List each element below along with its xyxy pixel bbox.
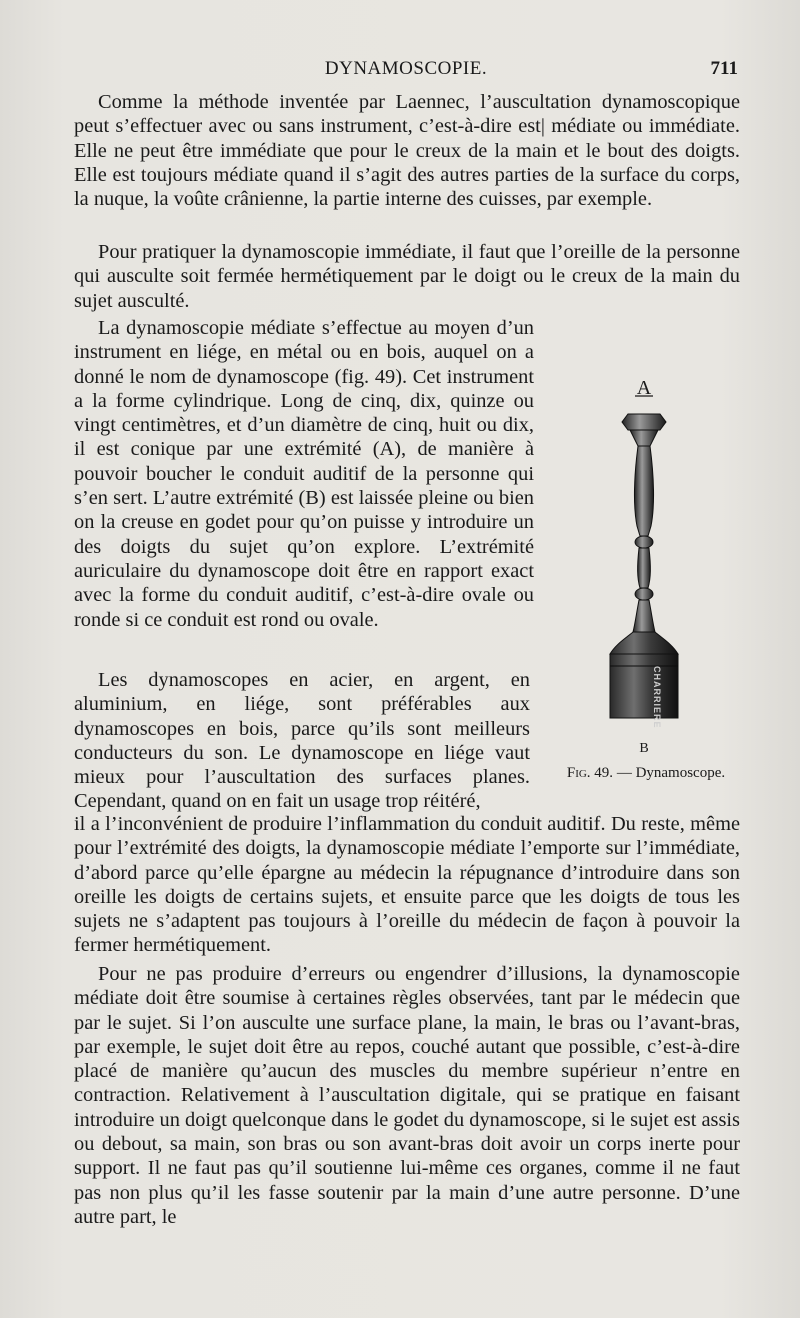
middle-stem bbox=[638, 548, 651, 588]
running-head bbox=[74, 58, 738, 84]
dynamoscope-illustration bbox=[548, 366, 744, 786]
paragraph-4-part2: il a l’inconvénient de produire l’inflammation du conduit auditif. Du reste, même pour l’extrémité des doigts, la dynamoscopie médiate l’emporte sur l’immédiate, d’abord parce qu’elle épargne au médecin la répugnance d’introduire dans son oreille les doigts de certains sujets, et ensuite parce que les doigts de tous les sujets ne s’adaptent pas toujours à l’oreille du médecin de façon à pouvoir la fermer hermétiquement. bbox=[74, 813, 740, 957]
figure-49 bbox=[548, 366, 744, 786]
page-number: 711 bbox=[710, 58, 738, 79]
paragraph-5: Pour ne pas produire d’erreurs ou engendrer d’illusions, la dynamoscopie médiate doit être soumise à certaines règles observées, tant par le médecin que par le sujet. Si l’on ausculte une surface plane, la main, le bras ou l’avant-bras, par exemple, le sujet doit être au repos, couché autant que possible, c’est-à-dire placé de manière qu’aucun des muscles du membre supérieur n’entre en contraction. Relativement à l’auscultation digitale, qui se pratique en faisant introduire un doigt quelconque dans le godet du dynamoscope, si le sujet est assis ou debout, sa main, son bras ou son avant-bras doit avoir un corps inerte pour support. Il ne faut pas qu’il soutienne lui-même ces organes, comme il ne faut pas non plus qu’il les fasse soutenir par la main d’une autre personne. D’une autre part, le bbox=[74, 963, 740, 1228]
paragraph-1: Comme la méthode inventée par Laennec, l’auscultation dynamoscopique peut s’effectuer avec ou sans instrument, c’est-à-dire est| médiate ou immédiate. Elle ne peut être immédiate que pour le creux de la main et le bout des doigts. Elle est toujours médiate quand il s’agit des autres parties de la surface du corps, la nuque, la voûte crânienne, la partie interne des cuisses, par exemple. bbox=[74, 91, 740, 211]
label-a: A bbox=[636, 377, 652, 399]
upper-stem bbox=[634, 446, 653, 536]
lower-stem bbox=[633, 600, 655, 632]
body-cylinder bbox=[610, 654, 678, 718]
paragraph-4-part1-block bbox=[74, 668, 530, 814]
figure-caption-number: Fig. 49. bbox=[566, 765, 614, 781]
figure-caption bbox=[548, 765, 744, 782]
paragraph-5-block bbox=[74, 962, 740, 1229]
ear-tip-cap bbox=[622, 414, 666, 430]
body-shoulder bbox=[610, 632, 678, 654]
paragraph-3: La dynamoscopie médiate s’effectue au moyen d’un instrument en liége, en métal ou en bois, auquel on a donné le nom de dynamoscope (fig. 49). Cet instrument a la forme cylindrique. Long de cinq, dix, quinze ou vingt centimètres, et d’un diamètre de cinq, huit ou dix, il est conique par une extrémité (A), de manière à pouvoir boucher le conduit auditif de la personne qui s’en sert. L’autre extrémité (B) est laissée pleine ou bien on la creuse en godet pour qu’on puisse y introduire un des doigts du sujet qu’on explore. L’extrémité auriculaire du dynamoscope doit être en rapport exact avec la forme du conduit auditif, c’est-à-dire ovale ou ronde si ce conduit est rond ou ovale. bbox=[74, 317, 534, 631]
paragraph-4-part1: Les dynamoscopes en acier, en argent, en aluminium, en liége, sont préférables aux dynamoscopes en bois, parce qu’ils sont meilleurs conducteurs du son. Le dynamoscope en liége vaut mieux pour l’auscultation des surfaces planes. Cependant, quand on en fait un usage trop réitéré, bbox=[74, 669, 530, 813]
paragraph-2-block bbox=[74, 240, 740, 313]
paragraph-2: Pour pratiquer la dynamoscopie immédiate, il faut que l’oreille de la personne qui ausculte soit fermée hermétiquement par le doigt ou le creux de la main du sujet ausculté. bbox=[74, 241, 740, 312]
engraved-maker-mark: CHARRIERE bbox=[652, 666, 662, 729]
paragraph-1-block bbox=[74, 90, 740, 211]
running-title: DYNAMOSCOPIE. bbox=[324, 58, 488, 79]
stem-ring-2 bbox=[635, 588, 653, 600]
label-b: B bbox=[639, 741, 649, 756]
stem-ring-1 bbox=[635, 536, 653, 548]
paragraph-4-part2-block bbox=[74, 812, 740, 958]
ear-tip-cone bbox=[630, 430, 658, 446]
figure-caption-text: — Dynamoscope. bbox=[613, 765, 726, 781]
